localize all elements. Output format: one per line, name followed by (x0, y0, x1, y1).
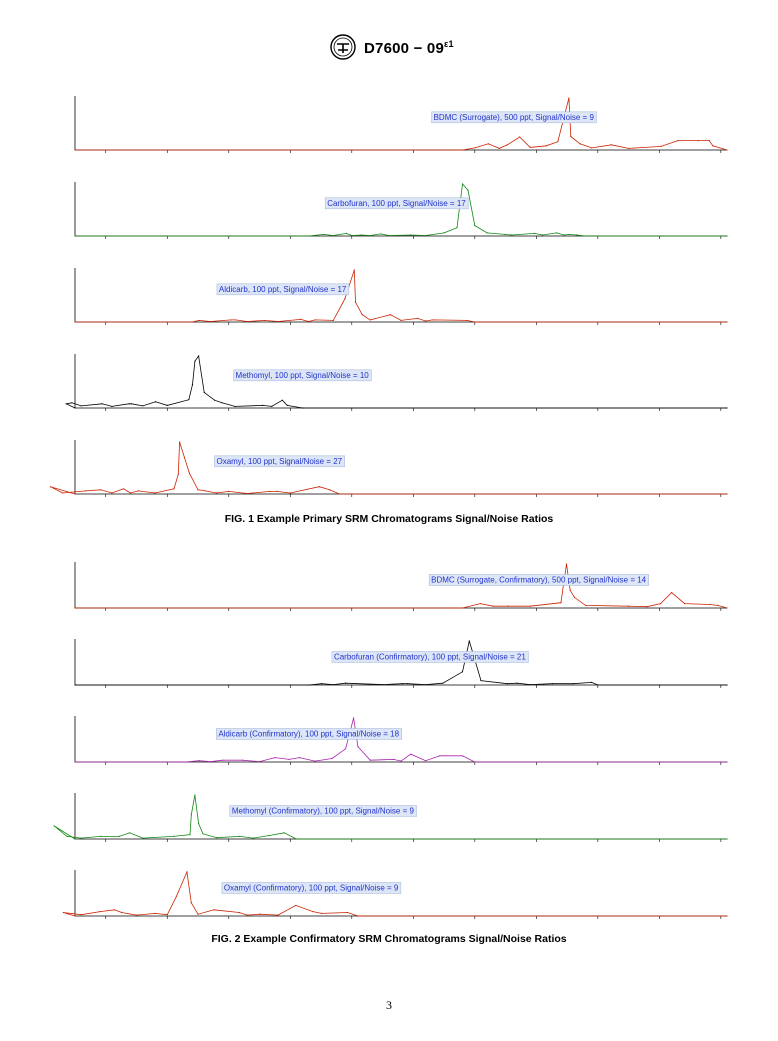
data-point (388, 235, 389, 236)
data-point (191, 902, 192, 903)
annotation-text: Aldicarb, 100 ppt, Signal/Noise = 17 (218, 284, 347, 294)
data-point (353, 717, 354, 718)
data-point (50, 486, 51, 487)
data-point (488, 143, 489, 144)
data-point (568, 97, 569, 98)
data-point (210, 321, 211, 322)
data-point (154, 492, 155, 493)
annotation-text: Methomyl, 100 ppt, Signal/Noise = 10 (235, 370, 369, 380)
data-point (216, 492, 217, 493)
data-point (697, 140, 698, 141)
data-point (287, 405, 288, 406)
data-point (185, 761, 186, 762)
data-point (319, 486, 320, 487)
data-point (130, 492, 131, 493)
compound-annotation (230, 805, 417, 816)
data-point (351, 235, 352, 236)
data-point (253, 838, 254, 839)
data-point (546, 145, 547, 146)
data-point (726, 149, 727, 150)
data-point (467, 190, 468, 191)
data-point (579, 143, 580, 144)
annotation-text: Carbofuran, 100 ppt, Signal/Noise = 17 (327, 198, 466, 208)
data-point (282, 400, 283, 401)
data-point (462, 755, 463, 756)
data-point (361, 234, 362, 235)
data-point (295, 905, 296, 906)
data-point (517, 683, 518, 684)
data-point (462, 183, 463, 184)
data-point (346, 233, 347, 234)
data-point (274, 757, 275, 758)
data-point (276, 491, 277, 492)
data-point (199, 320, 200, 321)
data-point (74, 838, 75, 839)
data-point (684, 603, 685, 604)
data-point (677, 140, 678, 141)
data-point (197, 489, 198, 490)
data-point (370, 319, 371, 320)
data-point (184, 457, 185, 458)
data-point (74, 493, 75, 494)
data-point (400, 320, 401, 321)
data-point (194, 794, 195, 795)
data-point (568, 234, 569, 235)
data-point (585, 605, 586, 606)
chromatogram-trace (54, 795, 727, 839)
chromatogram-panel (53, 793, 727, 842)
data-point (480, 680, 481, 681)
data-point (178, 474, 179, 475)
data-point (269, 491, 270, 492)
compound-annotation (217, 284, 349, 295)
data-point (119, 836, 120, 837)
data-point (321, 913, 322, 914)
data-point (726, 838, 727, 839)
data-point (474, 761, 475, 762)
data-point (188, 399, 189, 400)
data-point (131, 403, 132, 404)
data-point (357, 746, 358, 747)
data-point (271, 406, 272, 407)
figure-1-caption: FIG. 1 Example Primary SRM Chromatograms Signal/Noise Ratios (224, 513, 554, 525)
data-point (189, 473, 190, 474)
data-point (402, 683, 403, 684)
data-point (202, 833, 203, 834)
data-point (487, 232, 488, 233)
data-point (74, 407, 75, 408)
data-point (469, 640, 470, 641)
data-point (576, 234, 577, 235)
data-point (308, 684, 309, 685)
chromatogram-panel (74, 716, 727, 765)
data-point (234, 406, 235, 407)
data-point (355, 302, 356, 303)
chromatogram-trace (75, 98, 727, 150)
data-point (299, 757, 300, 758)
data-point (186, 871, 187, 872)
data-point (493, 606, 494, 607)
data-point (557, 141, 558, 142)
chromatogram-trace (75, 718, 727, 762)
data-point (100, 911, 101, 912)
data-point (357, 915, 358, 916)
data-point (570, 590, 571, 591)
data-point (121, 912, 122, 913)
data-point (247, 321, 248, 322)
data-point (425, 235, 426, 236)
data-point (726, 915, 727, 916)
data-point (300, 319, 301, 320)
data-point (390, 314, 391, 315)
data-point (393, 759, 394, 760)
data-point (198, 355, 199, 356)
page-header (0, 34, 778, 68)
compound-annotation (325, 198, 468, 209)
data-point (560, 602, 561, 603)
compound-annotation (429, 574, 649, 585)
chromatogram-trace (75, 184, 727, 236)
compound-annotation (216, 728, 401, 739)
data-point (591, 147, 592, 148)
data-point (74, 761, 75, 762)
data-point (507, 683, 508, 684)
chromatogram-trace (50, 442, 727, 494)
data-point (205, 490, 206, 491)
data-point (204, 392, 205, 393)
data-point (611, 144, 612, 145)
data-point (154, 913, 155, 914)
data-point (628, 148, 629, 149)
astm-logo-icon (330, 34, 356, 60)
data-point (585, 235, 586, 236)
data-point (466, 320, 467, 321)
annotation-text: Oxamyl (Confirmatory), 100 ppt, Signal/Noise = 9 (223, 883, 399, 893)
data-point (462, 671, 463, 672)
data-point (269, 835, 270, 836)
compound-annotation (222, 882, 401, 893)
data-point (591, 682, 592, 683)
data-point (382, 684, 383, 685)
data-point (534, 233, 535, 234)
data-point (111, 406, 112, 407)
data-point (71, 402, 72, 403)
data-point (129, 832, 130, 833)
data-point (216, 837, 217, 838)
data-point (462, 149, 463, 150)
data-point (138, 490, 139, 491)
data-point (671, 592, 672, 593)
annotation-text: Aldicarb (Confirmatory), 100 ppt, Signal/Noise = 18 (218, 729, 400, 739)
data-point (74, 149, 75, 150)
data-point (192, 384, 193, 385)
data-point (660, 603, 661, 604)
compound-annotation (332, 651, 528, 662)
data-point (530, 684, 531, 685)
data-point (504, 234, 505, 235)
data-point (566, 563, 567, 564)
data-point (66, 836, 67, 837)
data-point (74, 235, 75, 236)
data-point (81, 405, 82, 406)
data-point (63, 912, 64, 913)
chromatogram-panel (74, 182, 727, 239)
data-point (210, 761, 211, 762)
document-designation (364, 39, 454, 57)
data-point (296, 838, 297, 839)
data-point (74, 607, 75, 608)
figure-2-caption: FIG. 2 Example Confirmatory SRM Chromatograms Signal/Noise Ratios (211, 933, 567, 945)
data-point (574, 597, 575, 598)
data-point (563, 234, 564, 235)
data-point (53, 825, 54, 826)
annotation-text: BDMC (Surrogate), 500 ppt, Signal/Noise = 9 (433, 112, 594, 122)
chromatogram-panel (66, 354, 728, 411)
data-point (198, 823, 199, 824)
data-point (370, 235, 371, 236)
data-point (597, 684, 598, 685)
data-point (530, 147, 531, 148)
data-point (323, 234, 324, 235)
data-point (362, 314, 363, 315)
data-point (717, 605, 718, 606)
data-point (511, 234, 512, 235)
data-point (231, 319, 232, 320)
data-point (456, 227, 457, 228)
data-point (213, 909, 214, 910)
data-point (222, 760, 223, 761)
data-point (290, 492, 291, 493)
data-point (191, 321, 192, 322)
data-point (726, 607, 727, 608)
data-point (628, 606, 629, 607)
data-point (101, 403, 102, 404)
data-point (173, 836, 174, 837)
data-point (191, 814, 192, 815)
data-point (167, 914, 168, 915)
compound-annotation (432, 112, 597, 123)
data-point (314, 761, 315, 762)
data-point (726, 235, 727, 236)
data-point (74, 915, 75, 916)
edition-superscript: ε1 (443, 39, 454, 49)
chromatogram-trace (75, 270, 727, 322)
data-point (302, 407, 303, 408)
chromatogram-panel (74, 562, 727, 611)
data-point (312, 911, 313, 912)
data-point (499, 148, 500, 149)
data-point (85, 490, 86, 491)
data-point (173, 488, 174, 489)
data-point (247, 493, 248, 494)
data-point (176, 896, 177, 897)
data-point (288, 759, 289, 760)
data-point (66, 403, 67, 404)
data-point (114, 909, 115, 910)
data-point (400, 761, 401, 762)
data-point (474, 147, 475, 148)
data-point (345, 748, 346, 749)
data-point (425, 760, 426, 761)
data-point (259, 761, 260, 762)
data-point (370, 760, 371, 761)
data-point (314, 319, 315, 320)
page-number: 3 (386, 998, 392, 1012)
data-point (332, 758, 333, 759)
data-point (277, 915, 278, 916)
data-point (380, 233, 381, 234)
data-point (344, 298, 345, 299)
designation-text: D7600 − 09 (364, 40, 444, 57)
chromatogram-trace (66, 356, 727, 408)
data-point (339, 493, 340, 494)
annotation-text: BDMC (Surrogate, Confirmatory), 500 ppt, Signal/Noise = 14 (431, 575, 647, 585)
data-point (235, 319, 236, 320)
data-point (345, 683, 346, 684)
data-point (74, 321, 75, 322)
data-point (573, 683, 574, 684)
data-point (189, 834, 190, 835)
data-point (474, 321, 475, 322)
data-point (474, 225, 475, 226)
data-point (425, 320, 426, 321)
data-point (277, 321, 278, 322)
data-point (712, 145, 713, 146)
annotation-text: Oxamyl, 100 ppt, Signal/Noise = 27 (216, 456, 343, 466)
data-point (354, 269, 355, 270)
data-point (179, 441, 180, 442)
data-point (239, 912, 240, 913)
data-point (726, 321, 727, 322)
chromatogram-trace (75, 564, 727, 608)
data-point (142, 838, 143, 839)
data-point (142, 405, 143, 406)
data-point (726, 761, 727, 762)
chromatogram-panel (74, 639, 727, 688)
data-point (123, 488, 124, 489)
data-point (329, 489, 330, 490)
chromatogram-panel (74, 96, 727, 153)
data-point (155, 401, 156, 402)
figure-2-chromatograms (0, 546, 778, 932)
data-point (552, 683, 553, 684)
data-point (308, 321, 309, 322)
chromatogram-panel (50, 440, 728, 497)
data-point (239, 836, 240, 837)
data-point (442, 683, 443, 684)
data-point (228, 491, 229, 492)
data-point (530, 606, 531, 607)
data-point (417, 318, 418, 319)
data-point (100, 489, 101, 490)
data-point (74, 684, 75, 685)
data-point (100, 836, 101, 837)
data-point (199, 760, 200, 761)
data-point (242, 760, 243, 761)
data-point (308, 235, 309, 236)
data-point (425, 684, 426, 685)
data-point (407, 683, 408, 684)
chromatogram-panel (63, 870, 728, 919)
data-point (333, 235, 334, 236)
annotation-text: Methomyl (Confirmatory), 100 ppt, Signal/Noise = 9 (231, 806, 414, 816)
data-point (443, 232, 444, 233)
annotation-text: Carbofuran (Confirmatory), 100 ppt, Signal/Noise = 21 (333, 652, 526, 662)
data-point (194, 361, 195, 362)
data-point (111, 492, 112, 493)
data-point (136, 915, 137, 916)
chromatogram-trace (75, 641, 727, 685)
data-point (726, 407, 727, 408)
data-point (221, 402, 222, 403)
figure-1-chromatograms (0, 78, 778, 512)
data-point (62, 492, 63, 493)
data-point (214, 400, 215, 401)
data-point (709, 604, 710, 605)
data-point (646, 606, 647, 607)
data-point (321, 683, 322, 684)
compound-annotation (234, 370, 372, 381)
data-point (556, 232, 557, 233)
data-point (570, 136, 571, 137)
data-point (542, 234, 543, 235)
data-point (333, 684, 334, 685)
data-point (726, 684, 727, 685)
data-point (333, 320, 334, 321)
data-point (726, 493, 727, 494)
data-point (284, 832, 285, 833)
data-point (347, 912, 348, 913)
data-point (260, 914, 261, 915)
data-point (167, 405, 168, 406)
chromatogram-panel (74, 268, 727, 325)
data-point (264, 320, 265, 321)
data-point (661, 146, 662, 147)
data-point (519, 136, 520, 137)
data-point (129, 403, 130, 404)
data-point (439, 755, 440, 756)
data-point (247, 915, 248, 916)
data-point (480, 603, 481, 604)
data-point (507, 144, 508, 145)
data-point (432, 319, 433, 320)
chromatogram-trace (63, 872, 727, 916)
data-point (507, 606, 508, 607)
compound-annotation (214, 456, 344, 467)
data-point (81, 914, 82, 915)
data-point (462, 607, 463, 608)
data-point (262, 405, 263, 406)
data-point (410, 234, 411, 235)
data-point (81, 838, 82, 839)
data-point (197, 914, 198, 915)
data-point (410, 753, 411, 754)
data-point (709, 140, 710, 141)
